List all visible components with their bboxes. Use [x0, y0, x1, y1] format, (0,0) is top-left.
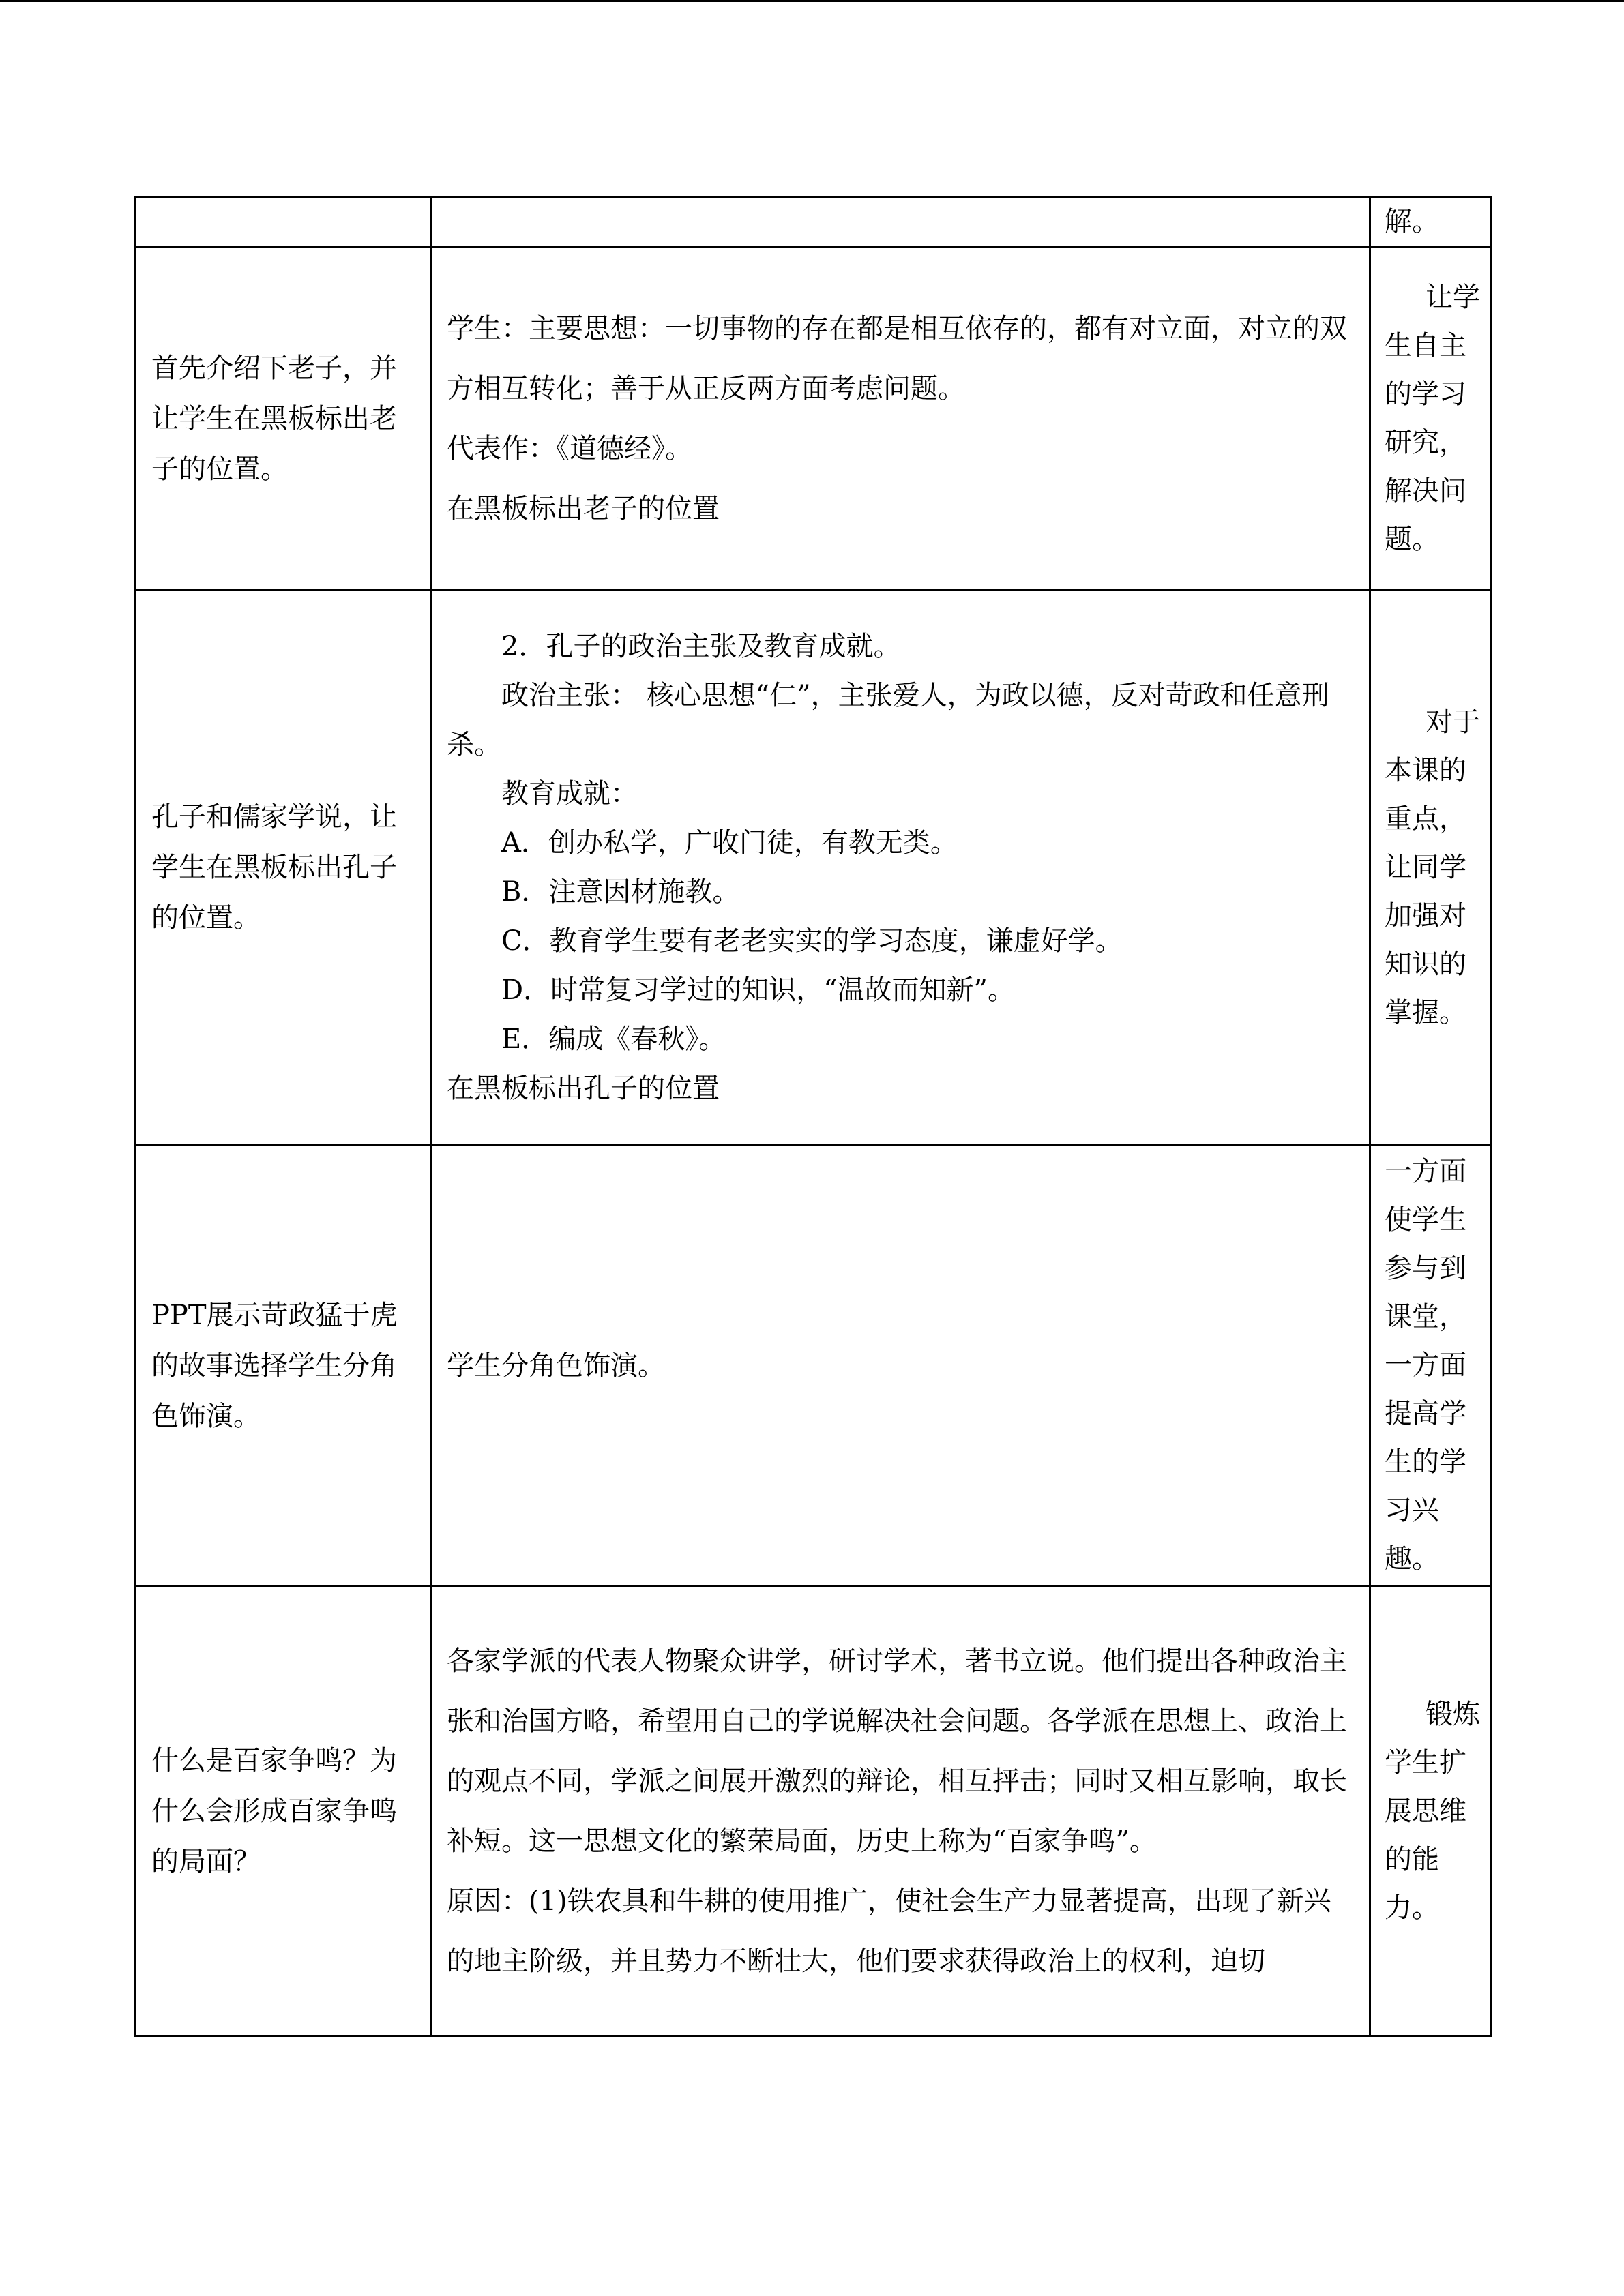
teacher-activity-cell	[136, 1587, 431, 2036]
student-activity-line: 学生：主要思想：一切事物的存在都是相互依存的，都有对立面，对立的双方相互转化；善于从正反两方面考虑问题。	[447, 313, 1347, 404]
student-activity-line: D．时常复习学过的知识，“温故而知新”。	[501, 974, 1015, 1006]
design-purpose-cell	[1370, 591, 1492, 1145]
table-row	[136, 591, 1492, 1145]
student-activity-cell	[431, 1587, 1370, 2036]
design-purpose-text: 对于本课的重点，让同学加强对知识的掌握。	[1385, 706, 1480, 1028]
table-row	[136, 1587, 1492, 2036]
design-purpose-text: 一方面使学生参与到课堂，一方面提高学生的学习兴趣。	[1385, 1156, 1466, 1575]
teacher-activity-cell	[136, 591, 431, 1145]
student-activity-line: 教育成就：	[501, 778, 638, 809]
teacher-activity-cell	[136, 248, 431, 591]
student-activity-cell	[431, 248, 1370, 591]
design-purpose-text: 让学生自主的学习研究，解决问题。	[1385, 282, 1480, 555]
teacher-activity-text: 首先介绍下老子，并让学生在黑板标出老子的位置。	[151, 353, 397, 485]
teacher-activity-cell	[136, 197, 431, 248]
table-row	[136, 197, 1492, 248]
design-purpose-text: 锻炼学生扩展思维的能力。	[1385, 1698, 1480, 1924]
design-purpose-text: 解。	[1385, 206, 1439, 237]
student-activity-line: 代表作：《道德经》。	[447, 433, 692, 464]
student-activity-cell	[431, 1145, 1370, 1587]
teacher-activity-text: PPT展示苛政猛于虎的故事选择学生分角色饰演。	[151, 1299, 398, 1432]
page-top-border	[0, 0, 1624, 2]
student-activity-line: A．创办私学，广收门徒，有教无类。	[501, 827, 958, 859]
lesson-plan-table	[134, 196, 1492, 2037]
student-activity-line: E．编成《春秋》。	[501, 1024, 726, 1055]
student-activity-line: B．注意因材施教。	[501, 876, 740, 908]
table-row	[136, 248, 1492, 591]
design-purpose-cell	[1370, 1587, 1492, 2036]
design-purpose-cell	[1370, 248, 1492, 591]
student-activity-line: C．教育学生要有老老实实的学习态度，谦虚好学。	[501, 925, 1123, 957]
student-activity-line: 2．孔子的政治主张及教育成就。	[501, 631, 901, 662]
teacher-activity-text: 什么是百家争鸣？为什么会形成百家争鸣的局面？	[151, 1745, 397, 1877]
teacher-activity-cell	[136, 1145, 431, 1587]
student-activity-line: 各家学派的代表人物聚众讲学，研讨学术，著书立说。他们提出各种政治主张和治国方略，希望用自己的学说解决社会问题。各学派在思想上、政治上的观点不同，学派之间展开激烈的辩论，相互抨击；同时又相互影响，取长补短。这一思想文化的繁荣局面，历史上称为“百家争鸣”。	[447, 1645, 1347, 1857]
student-activity-cell	[431, 197, 1370, 248]
design-purpose-cell	[1370, 1145, 1492, 1587]
student-activity-line: 在黑板标出老子的位置	[447, 493, 720, 524]
teacher-activity-text: 孔子和儒家学说，让学生在黑板标出孔子的位置。	[151, 801, 397, 934]
table-row	[136, 1145, 1492, 1587]
student-activity-line: 在黑板标出孔子的位置	[447, 1073, 720, 1104]
student-activity-line: 学生分角色饰演。	[447, 1350, 665, 1382]
student-activity-line: 政治主张： 核心思想“仁”，主张爱人，为政以德，反对苛政和任意刑杀。	[447, 680, 1329, 760]
student-activity-cell	[431, 591, 1370, 1145]
student-activity-line: 原因：(1)铁农具和牛耕的使用推广，使社会生产力显著提高，出现了新兴的地主阶级，并且势力不断壮大，他们要求获得政治上的权利，迫切	[447, 1885, 1331, 1977]
design-purpose-cell	[1370, 197, 1492, 248]
